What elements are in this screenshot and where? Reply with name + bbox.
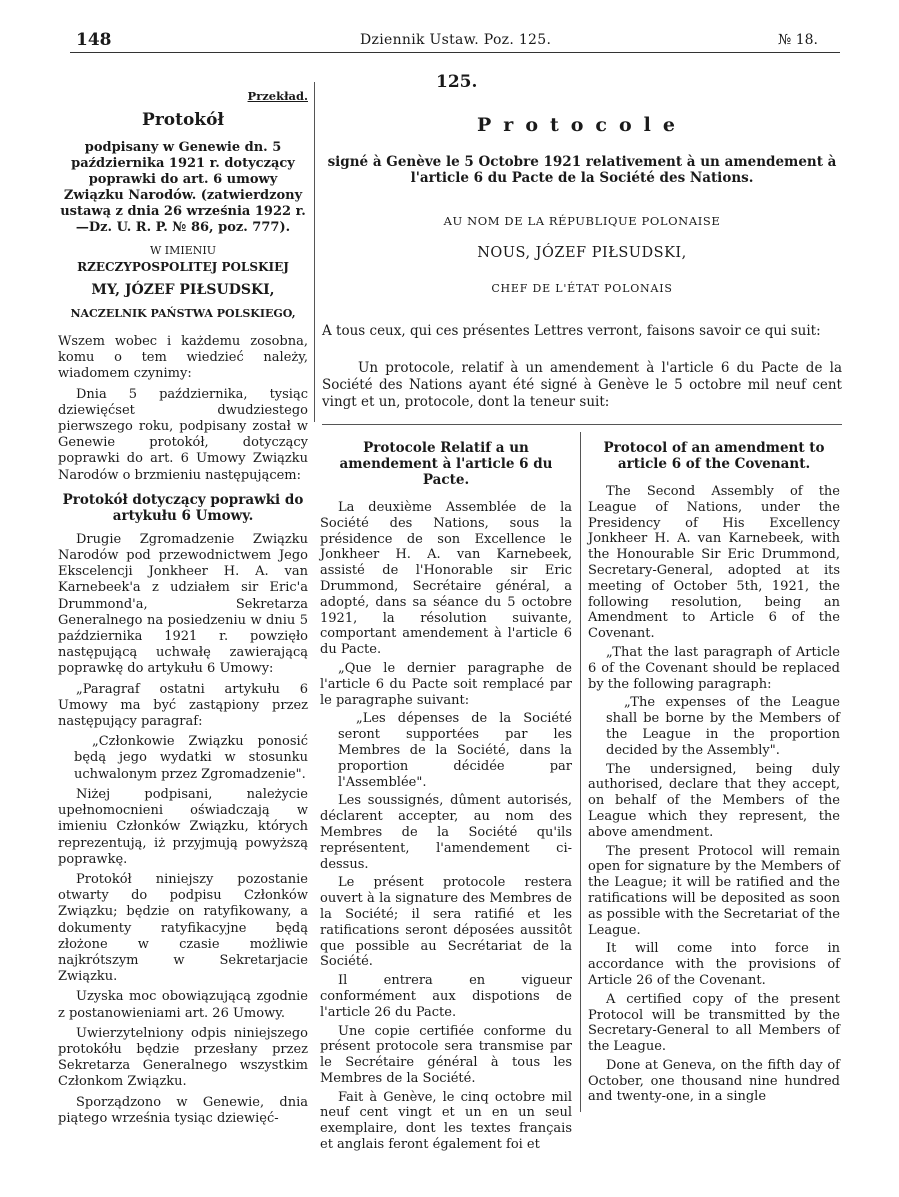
french-heading: Protocole Relatif a un amendement à l'article 6 du Pacte.	[339, 440, 553, 488]
english-p4: The undersigned, being duly authorised, declare that they accept, on behalf of the Members of the League which they represent, the above amendment.	[588, 761, 840, 840]
issue-number: № 18.	[778, 32, 818, 48]
french-p1: La deuxième Assemblée de la Société des Nations, sous la présidence de son Excellence le Jonkheer H. A. van Karnebeek, assisté de l'Honorable sir Eric Drummond, Secrétaire général, a adopté, dans sa séance du 5 octobre 1921, la résolution suivante, comportant amendement à l'article 6 du Pacte.	[320, 500, 572, 658]
document-number: 125.	[436, 72, 478, 92]
uwierzytelniony-paragraph: Uwierzytelniony odpis niniejszego protokółu będzie przesłany przez Sekretarza Generalnego wszystkim Członkom Związku.	[58, 1025, 308, 1090]
protocole-title: Protocole	[477, 114, 687, 136]
w-imieniu: W IMIENIU	[149, 244, 217, 258]
naczelnik: NACZELNIK PAŃSTWA POLSKIEGO,	[70, 306, 296, 320]
page-number: 148	[76, 30, 112, 50]
rzeczypospolitej: RZECZYPOSPOLITEJ POLSKIEJ	[77, 260, 289, 275]
polish-section-heading: Protokół dotyczący poprawki do artykułu 6 Umowy.	[62, 491, 304, 524]
french-p6: Il entrera en vigueur conformément aux dispotions de l'article 26 du Pacte.	[320, 973, 572, 1020]
wszem-paragraph: Wszem wobec i każdemu zosobna, komu o tem wiedzieć należy, wiadomem czynimy:	[58, 334, 308, 382]
french-p8: Fait à Genève, le cinq octobre mil neuf cent vingt et un en un seul exemplaire, dont les textes français et anglais feront également foi et	[320, 1089, 572, 1153]
dnia-paragraph: Dnia 5 października, tysiąc dziewięćset dwudziestego pierwszego roku, podpisany został w Genewie protokół, dotyczący poprawki do art. 6 Umowy Związku Narodów o brzmieniu następującem:	[58, 386, 308, 483]
nous-jozef-pilsudski: NOUS, JÓZEF PIŁSUDSKI,	[477, 245, 687, 261]
polish-heading: Protokół	[142, 110, 224, 131]
au-nom: AU NOM DE LA RÉPUBLIQUE POLONAISE	[443, 214, 721, 228]
journal-title: Dziennik Ustaw. Poz. 125.	[360, 32, 552, 48]
sporzadzono-paragraph: Sporządzono w Genewie, dnia piątego września tysiąc dziewięć-	[58, 1094, 308, 1126]
french-quote: „Les dépenses de la Société seront supportées par les Membres de la Société, dans la proportion décidée par l'Assemblée".	[338, 711, 572, 790]
french-p5: Le présent protocole restera ouvert à la signature des Membres de la Société; il sera ratifié et les ratifications seront déposées aussitôt que possible au Secrétariat de la Société.	[320, 875, 572, 970]
english-p5: The present Protocol will remain open for signature by the Members of the League; it will be ratified and the ratifications will be deposited as soon as possible with the Secretariat of the League.	[588, 843, 840, 938]
french-p4: Les soussignés, dûment autorisés, déclarent accepter, au nom des Membres de la Société qu'ils représentent, l'amendement ci-dessus.	[320, 793, 572, 872]
english-p1: The Second Assembly of the League of Nations, under the Presidency of His Excellency Jonkheer H. A. van Karnebeek, with the Honourable Sir Eric Drummond, Secretary-General, adopted at its meeting of October 5th, 1921, the following resolution, being an Amendment to Article 6 of the Covenant.	[588, 484, 840, 642]
protocole-subtitle: signé à Genève le 5 Octobre 1921 relativement à un amendement à l'article 6 du Pacte de la Société des Nations.	[327, 154, 837, 186]
english-p6: It will come into force in accordance with the provisions of Article 26 of the Covenant.	[588, 941, 840, 988]
english-heading: Protocol of an amendment to article 6 of the Covenant.	[603, 440, 825, 472]
uzyska-paragraph: Uzyska moc obowiązującą zgodnie z postanowieniami art. 26 Umowy.	[58, 989, 308, 1021]
english-quote: „The expenses of the League shall be borne by the Members of the League in the proportion decided by the Assembly".	[606, 695, 840, 758]
header-divider	[70, 52, 840, 53]
english-p8: Done at Geneva, on the fifth day of October, one thousand nine hundred and twenty-one, in a single	[588, 1057, 840, 1105]
language-divider	[580, 432, 581, 1112]
a-tous-ceux: A tous ceux, qui ces présentes Lettres verront, faisons savoir ce qui suit:	[322, 323, 821, 339]
translation-label: Przekład.	[247, 89, 308, 103]
chef-de-l-etat: CHEF DE L'ÉTAT POLONAIS	[491, 282, 673, 295]
polish-subheading: podpisany w Genewie dn. 5 października 1921 r. dotyczący poprawki do art. 6 umowy Związku Narodów. (zatwierdzony ustawą z dnia 26 września 1922 r.—Dz. U. R. P. № 86, poz. 777).	[60, 140, 306, 236]
english-column	[588, 432, 840, 1108]
protokol-paragraph: Protokół niniejszy pozostanie otwarty do podpisu Członków Związku; będzie on ratyfikowany, a dokumenty ratyfikacyjne będą złożone w czasie możliwie najkrótszym w Sekretarjacie Związku.	[58, 871, 308, 985]
drugie-paragraph: Drugie Zgromadzenie Związku Narodów pod przewodnictwem Jego Ekscelencji Jonkheer H. A. van Karnebeek'a z udziałem sir Eric'a Drummond'a, Sekretarza Generalnego na posiedzeniu w dniu 5 października 1921 r. powzięło następującą uchwałę zawierającą poprawkę do artykułu 6 Umowy:	[58, 531, 308, 677]
english-p7: A certified copy of the present Protocol will be transmitted by the Secretary-General to all Members of the League.	[588, 991, 840, 1055]
nizej-paragraph: Niżej podpisani, należycie upełnomocnieni oświadczają w imieniu Członków Związku, których reprezentują, iż przyjmują powyższą poprawkę.	[58, 786, 308, 867]
paragraf-paragraph: „Paragraf ostatni artykułu 6 Umowy ma być zastąpiony przez następujący paragraf:	[58, 681, 308, 730]
czlonkowie-quote: „Członkowie Związku ponosić będą jego wydatki w stosunku uchwalonym przez Zgromadzenie".	[74, 734, 308, 782]
french-p2: „Que le dernier paragraphe de l'article 6 du Pacte soit remplacé par le paragraphe suivant:	[320, 660, 572, 708]
english-p2: „That the last paragraph of Article 6 of the Covenant should be replaced by the following paragraph:	[588, 644, 840, 692]
my-jozef-pilsudski: MY, JÓZEF PIŁSUDSKI,	[91, 281, 275, 298]
column-divider	[314, 82, 315, 422]
section-divider	[322, 424, 842, 425]
french-column	[320, 432, 572, 1156]
french-p7: Une copie certifiée conforme du présent protocole sera transmise par le Secrétaire général à tous les Membres de la Société.	[320, 1023, 572, 1086]
intro-paragraph: Un protocole, relatif à un amendement à l'article 6 du Pacte de la Société des Nations ayant été signé à Genève le 5 octobre mil neuf cent vingt et un, protocole, dont la teneur suit:	[322, 360, 842, 410]
polish-column	[58, 88, 308, 1131]
